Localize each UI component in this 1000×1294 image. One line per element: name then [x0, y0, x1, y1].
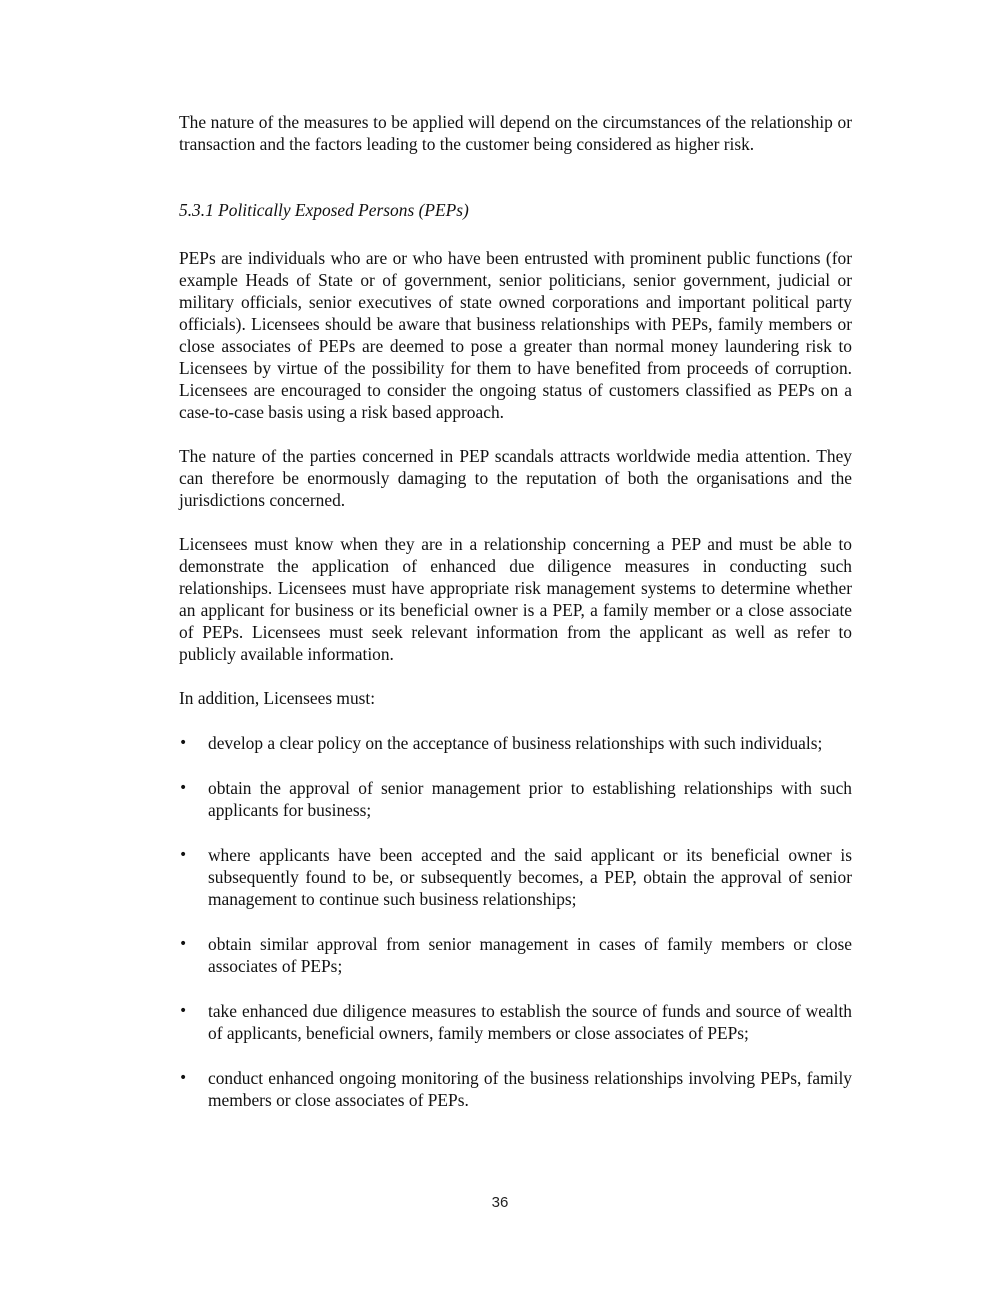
paragraph-pep-definition: PEPs are individuals who are or who have been entrusted with prominent public functions (for example Heads of State or of government, senior politicians, senior government, judicial or military officials, senior executives of state owned corporations and important political party officials). Licensees should be aware that business relationships with PEPs, family members or close associates of PEPs are deemed to pose a greater than normal money laundering risk to Licensees by virtue of the possibility for them to have benefited from proceeds of corruption. Licensees are encouraged to consider the ongoing status of customers classified as PEPs on a case-to-case basis using a risk based approach.	[179, 248, 852, 422]
bullet-icon: •	[179, 780, 188, 796]
list-item-text: obtain the approval of senior management prior to establishing relationships with such applicants for business;	[208, 778, 852, 820]
bullet-icon: •	[179, 1003, 188, 1019]
intro-paragraph: The nature of the measures to be applied will depend on the circumstances of the relationship or transaction and the factors leading to the customer being considered as higher risk.	[179, 112, 852, 154]
document-page	[179, 111, 852, 1134]
list-item	[179, 1000, 852, 1044]
bullet-icon: •	[179, 936, 188, 952]
list-item-text: where applicants have been accepted and the said applicant or its beneficial owner is subsequently found to be, or subsequently becomes, a PEP, obtain the approval of senior management to continue such business relationships;	[208, 845, 852, 909]
list-item	[179, 732, 852, 754]
list-lead: In addition, Licensees must:	[179, 688, 376, 708]
list-item-text: take enhanced due diligence measures to establish the source of funds and source of wealth of applicants, beneficial owners, family members or close associates of PEPs;	[208, 1001, 852, 1043]
list-item-text: develop a clear policy on the acceptance of business relationships with such individuals;	[208, 733, 823, 753]
paragraph-risk-management: Licensees must know when they are in a relationship concerning a PEP and must be able to demonstrate the application of enhanced due diligence measures in conducting such relationships. Licensees must have appropriate risk management systems to determine whether an applicant for business or its beneficial owner is a PEP, a family member or a close associate of PEPs. Licensees must seek relevant information from the applicant as well as refer to publicly available information.	[179, 534, 852, 664]
page-number: 36	[491, 1194, 509, 1211]
requirements-list	[179, 732, 852, 1111]
bullet-icon: •	[179, 735, 188, 751]
list-item-text: conduct enhanced ongoing monitoring of the business relationships involving PEPs, family members or close associates of PEPs.	[208, 1068, 852, 1110]
list-item	[179, 933, 852, 977]
list-item	[179, 1067, 852, 1111]
list-item	[179, 844, 852, 910]
bullet-icon: •	[179, 847, 188, 863]
section-heading: 5.3.1 Politically Exposed Persons (PEPs)	[179, 200, 469, 220]
paragraph-media-attention: The nature of the parties concerned in PEP scandals attracts worldwide media attention. They can therefore be enormously damaging to the reputation of both the organisations and the jurisdictions concerned.	[179, 446, 852, 510]
list-item	[179, 777, 852, 821]
bullet-icon: •	[179, 1070, 188, 1086]
list-item-text: obtain similar approval from senior management in cases of family members or close associates of PEPs;	[208, 934, 852, 976]
